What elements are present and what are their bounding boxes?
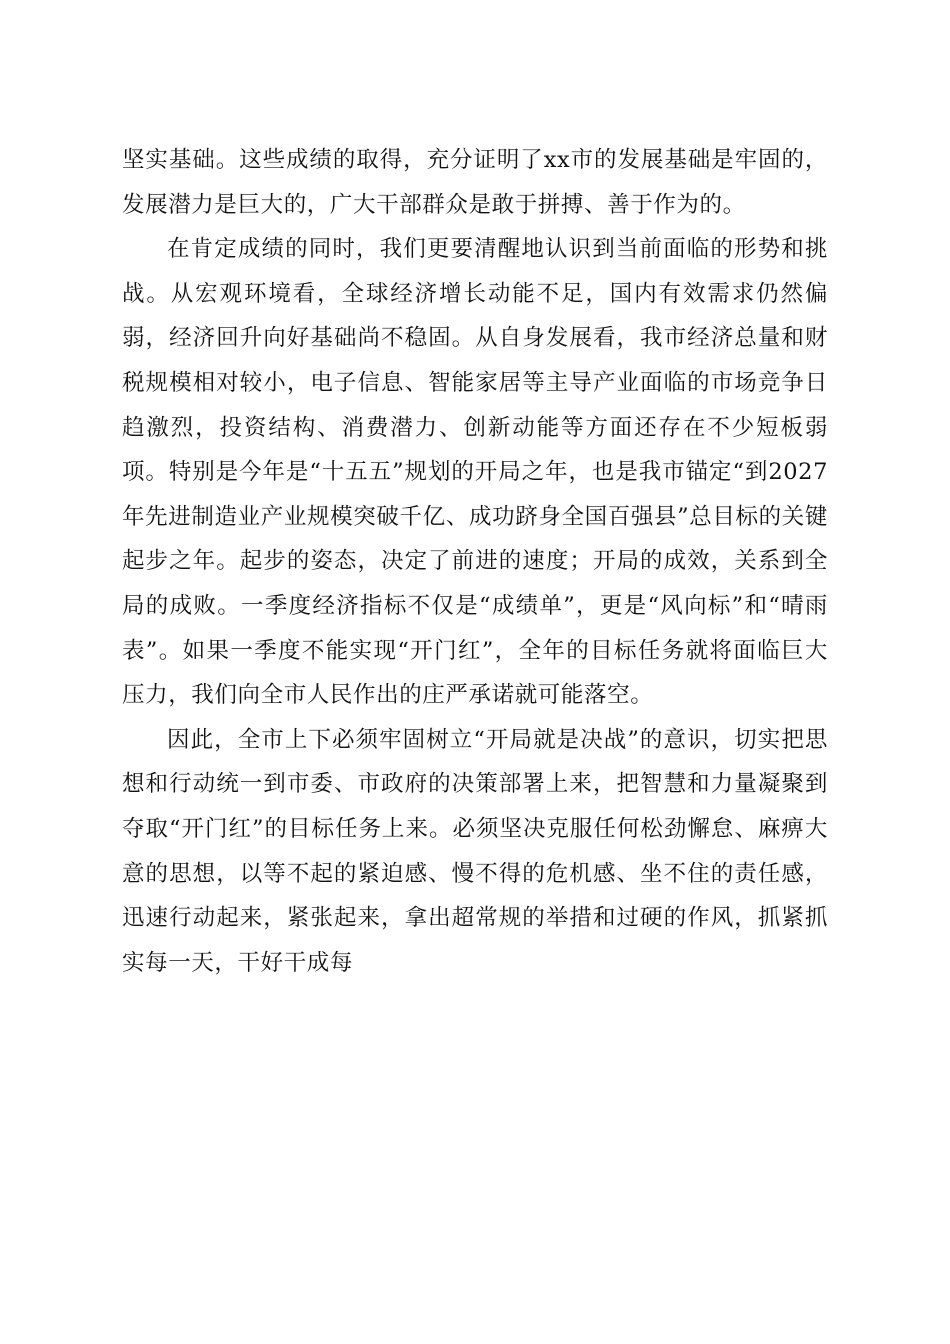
document-body <box>122 138 828 985</box>
paragraph-1: 坚实基础。这些成绩的取得，充分证明了xx市的发展基础是牢固的，发展潜力是巨大的，广大干部群众是敢于拼搏、善于作为的。 <box>122 147 828 218</box>
paragraph-3: 因此，全市上下必须牢固树立“开局就是决战”的意识，切实把思想和行动统一到市委、市政府的决策部署上来，把智慧和力量凝聚到夺取“开门红”的目标任务上来。必须坚决克服任何松劲懈怠、麻痹大意的思想，以等不起的紧迫感、慢不得的危机感、坐不住的责任感，迅速行动起来，紧张起来，拿出超常规的举措和过硬的作风，抓紧抓实每一天，干好干成每 <box>122 726 828 976</box>
paragraph-2: 在肯定成绩的同时，我们更要清醒地认识到当前面临的形势和挑战。从宏观环境看，全球经济增长动能不足，国内有效需求仍然偏弱，经济回升向好基础尚不稳固。从自身发展看，我市经济总量和财税规模相对较小，电子信息、智能家居等主导产业面临的市场竞争日趋激烈，投资结构、消费潜力、创新动能等方面还存在不少短板弱项。特别是今年是“十五五”规划的开局之年，也是我市锚定“到2027年先进制造业产业规模突破千亿、成功跻身全国百强县”总目标的关键起步之年。起步的姿态，决定了前进的速度；开局的成效，关系到全局的成败。一季度经济指标不仅是“成绩单”，更是“风向标”和“晴雨表”。如果一季度不能实现“开门红”，全年的目标任务就将面临巨大压力，我们向全市人民作出的庄严承诺就可能落空。 <box>122 236 828 709</box>
